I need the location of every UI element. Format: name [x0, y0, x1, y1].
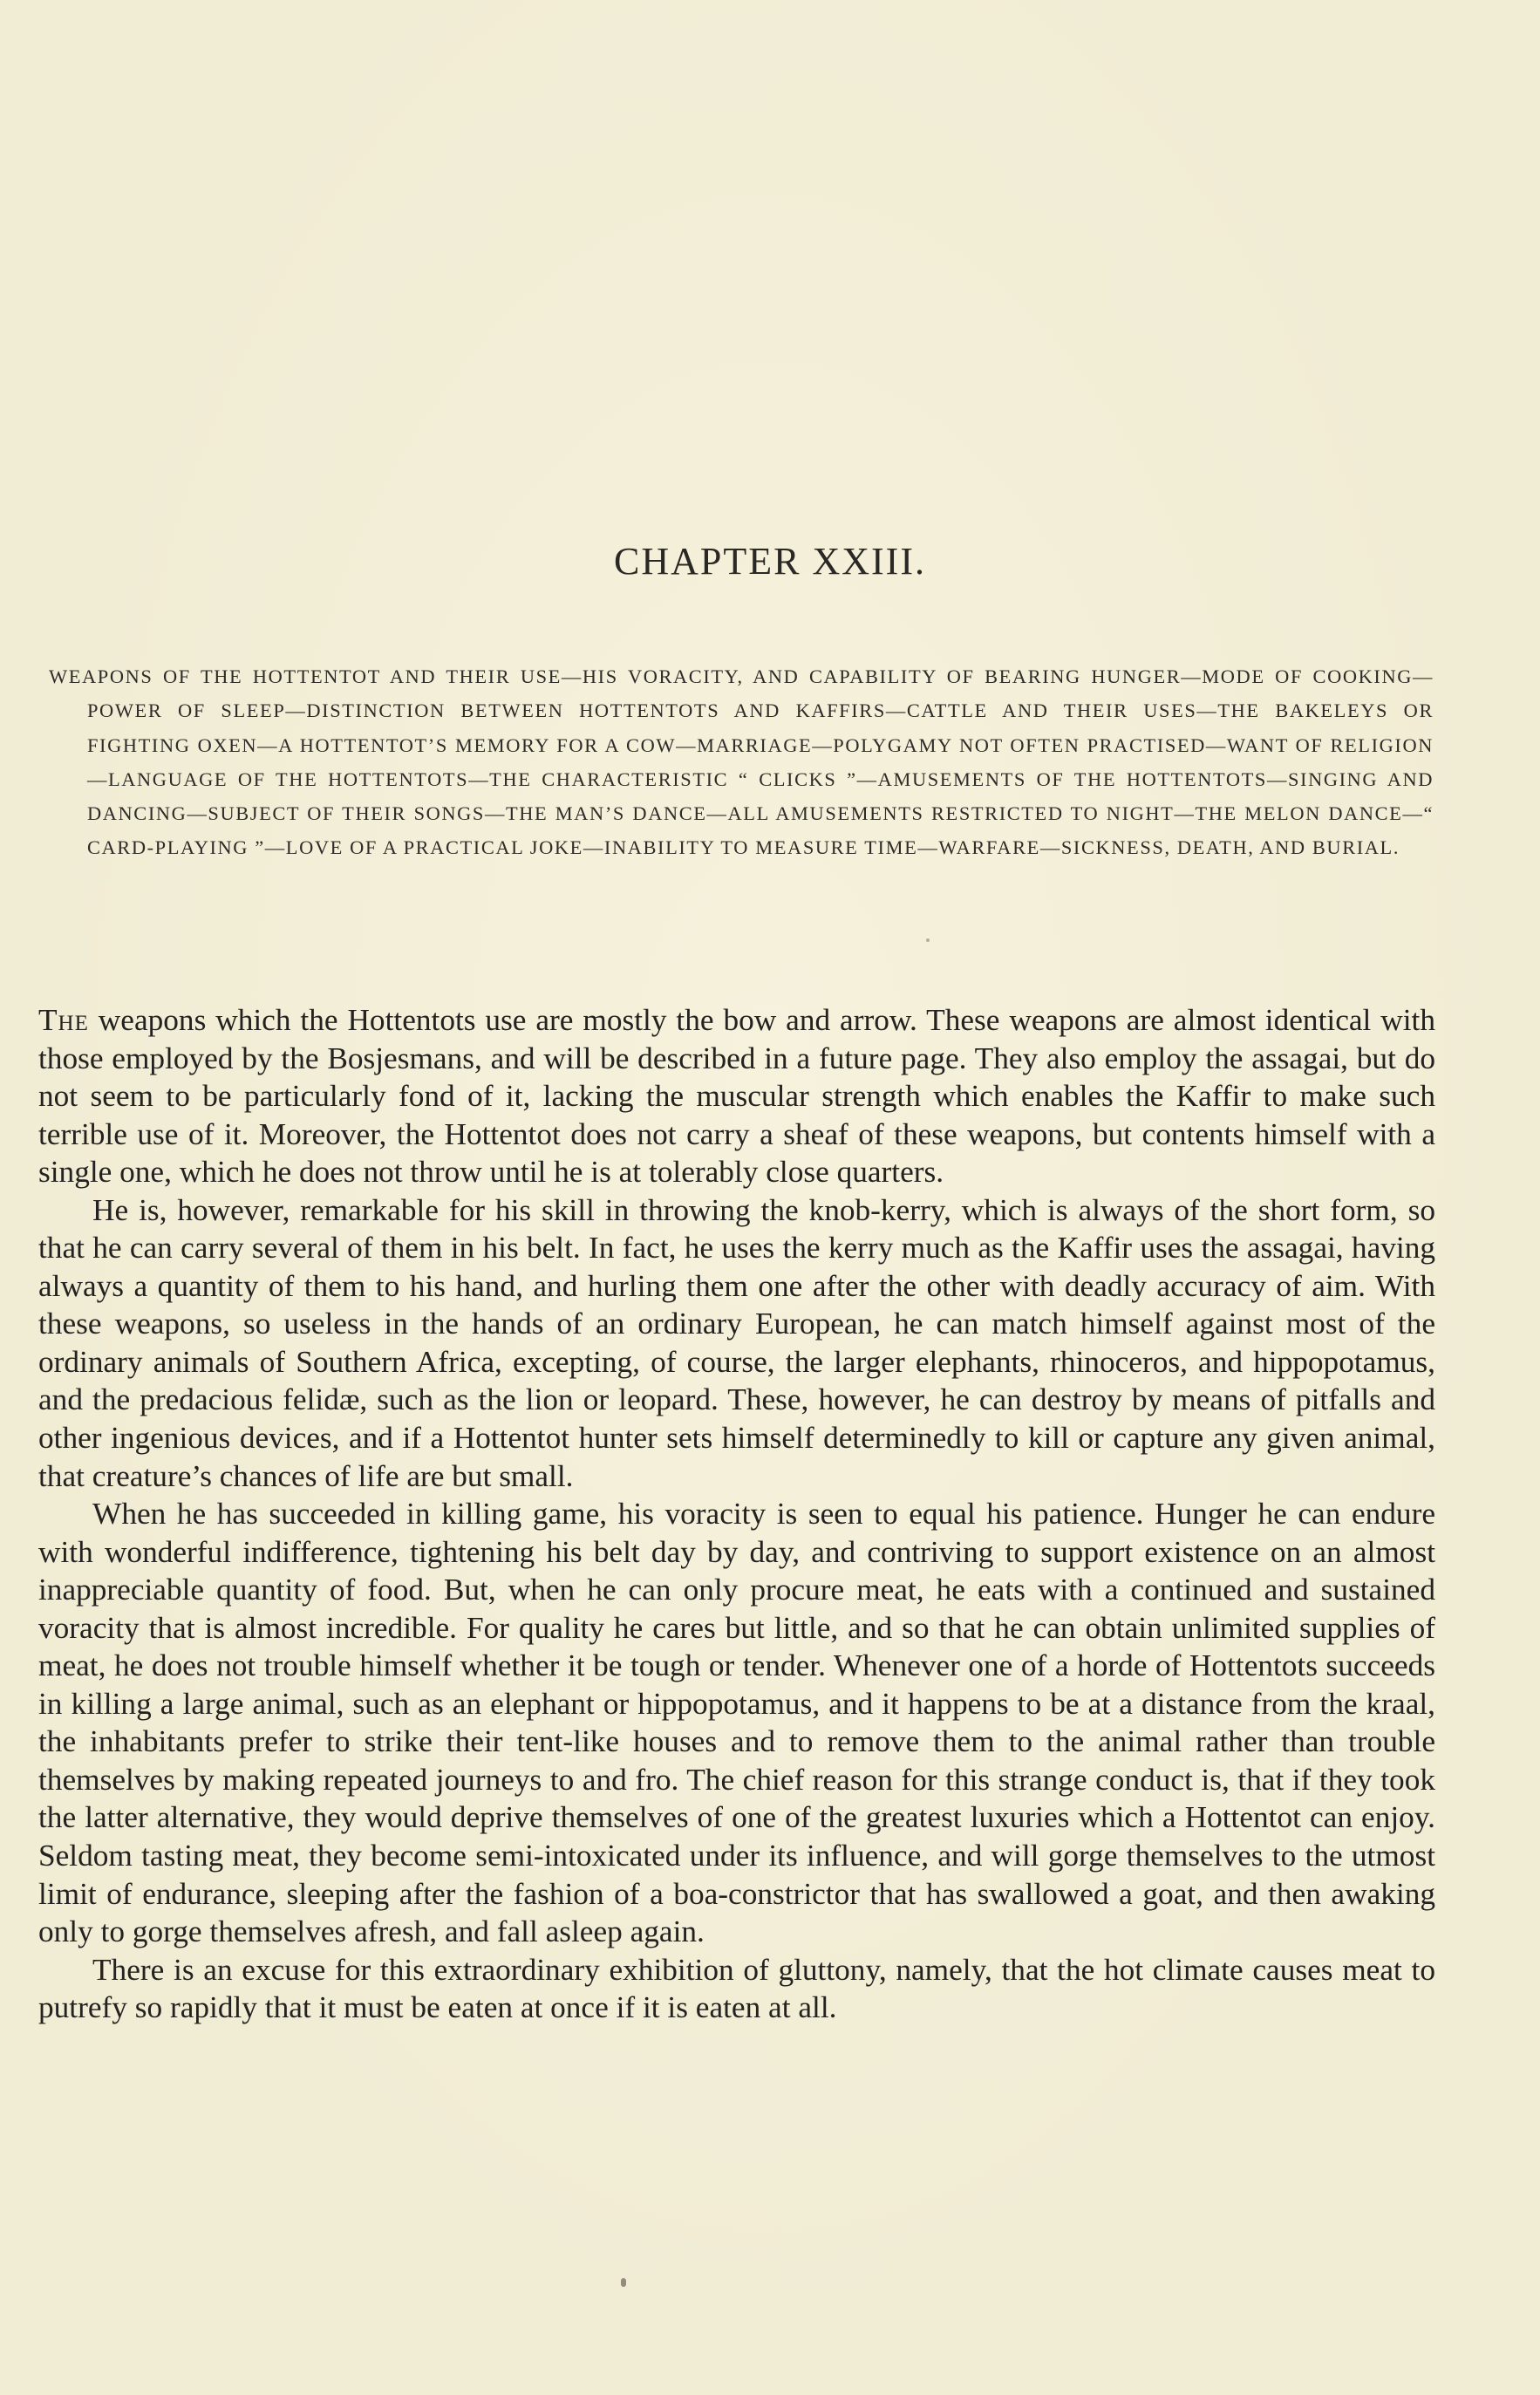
chapter-title: CHAPTER XXIII. [614, 540, 926, 583]
ink-mark [621, 2278, 626, 2287]
paper-speck [926, 938, 930, 942]
paragraph-4: There is an excuse for this extraordinary exhibition of gluttony, namely, that the hot climate causes meat to putrefy so rapidly that it must be eaten at once if it is eaten at all. [38, 1952, 1435, 2025]
paragraph-1-lead-word: The [38, 1003, 89, 1037]
paragraph-1 [38, 1001, 1435, 1191]
paragraph-2: He is, however, remarkable for his skill in throwing the knob-kerry, which is always of the short form, so that he can carry several of them in his belt. In fact, he uses the kerry much as the Kaffir uses the assagai, having always a quantity of them to his hand, and hurling them one after the other with deadly accuracy of aim. With these weapons, so useless in the hands of an ordinary European, he can match himself against most of the ordinary animals of Southern Africa, excepting, of course, the larger elephants, rhinoceros, and hippopotamus, and the predacious felidæ, such as the lion or leopard. These, however, he can destroy by means of pitfalls and other ingenious devices, and if a Hottentot hunter sets himself determinedly to kill or capture any given animal, that creature’s chances of life are but small. [38, 1192, 1435, 1493]
paragraph-1-text: weapons which the Hottentots use are mostly the bow and arrow. These weapons are almost identical with those employed by the Bosjesmans, and will be described in a future page. They also employ the assagai, but do not seem to be particularly fond of it, lacking the muscular strength which enables the Kaffir to make such terrible use of it. Moreover, the Hottentot does not carry a sheaf of these weapons, but contents himself with a single one, which he does not throw until he is at tolerably close quarters. [38, 1003, 1435, 1190]
paragraph-3: When he has succeeded in killing game, his voracity is seen to equal his patience. Hunger he can endure with wonderful indifference, tightening his belt day by day, and contriving to support existence on an almost inappreciable quantity of food. But, when he can only procure meat, he eats with a continued and sustained voracity that is almost incredible. For quality he cares but little, and so that he can obtain unlimited supplies of meat, he does not trouble himself whether it be tough or tender. Whenever one of a horde of Hottentots succeeds in killing a large animal, such as an elephant or hippopotamus, and it happens to be at a distance from the kraal, the inhabitants prefer to strike their tent-like houses and to remove them to the animal rather than trouble themselves by making repeated journeys to and fro. The chief reason for this strange conduct is, that if they took the latter alternative, they would deprive themselves of one of the greatest luxuries which a Hottentot can enjoy. Seldom tasting meat, they become semi-intoxicated under its influence, and will gorge themselves to the utmost limit of endurance, sleeping after the fashion of a boa-constrictor that has swallowed a goat, and then awaking only to gorge themselves afresh, and fall asleep again. [38, 1497, 1435, 1949]
chapter-summary: WEAPONS OF THE HOTTENTOT AND THEIR USE—HIS VORACITY, AND CAPABILITY OF BEARING HUNGER—MODE OF COOKING—POWER OF SLEEP—DISTINCTION BETWEEN HOTTENTOTS AND KAFFIRS—CATTLE AND THEIR USES—THE BAKELEYS OR FIGHTING OXEN—A HOTTENTOT’S MEMORY FOR A COW—MARRIAGE—POLYGAMY NOT OFTEN PRACTISED—WANT OF RELIGION—LANGUAGE OF THE HOTTENTOTS—THE CHARACTERISTIC “ CLICKS ”—AMUSEMENTS OF THE HOTTENTOTS—SINGING AND DANCING—SUBJECT OF THEIR SONGS—THE MAN’S DANCE—ALL AMUSEMENTS RESTRICTED TO NIGHT—THE MELON DANCE—“ CARD-PLAYING ”—LOVE OF A PRACTICAL JOKE—INABILITY TO MEASURE TIME—WARFARE—SICKNESS, DEATH, AND BURIAL. [49, 665, 1434, 859]
body-text [38, 1001, 1435, 2027]
